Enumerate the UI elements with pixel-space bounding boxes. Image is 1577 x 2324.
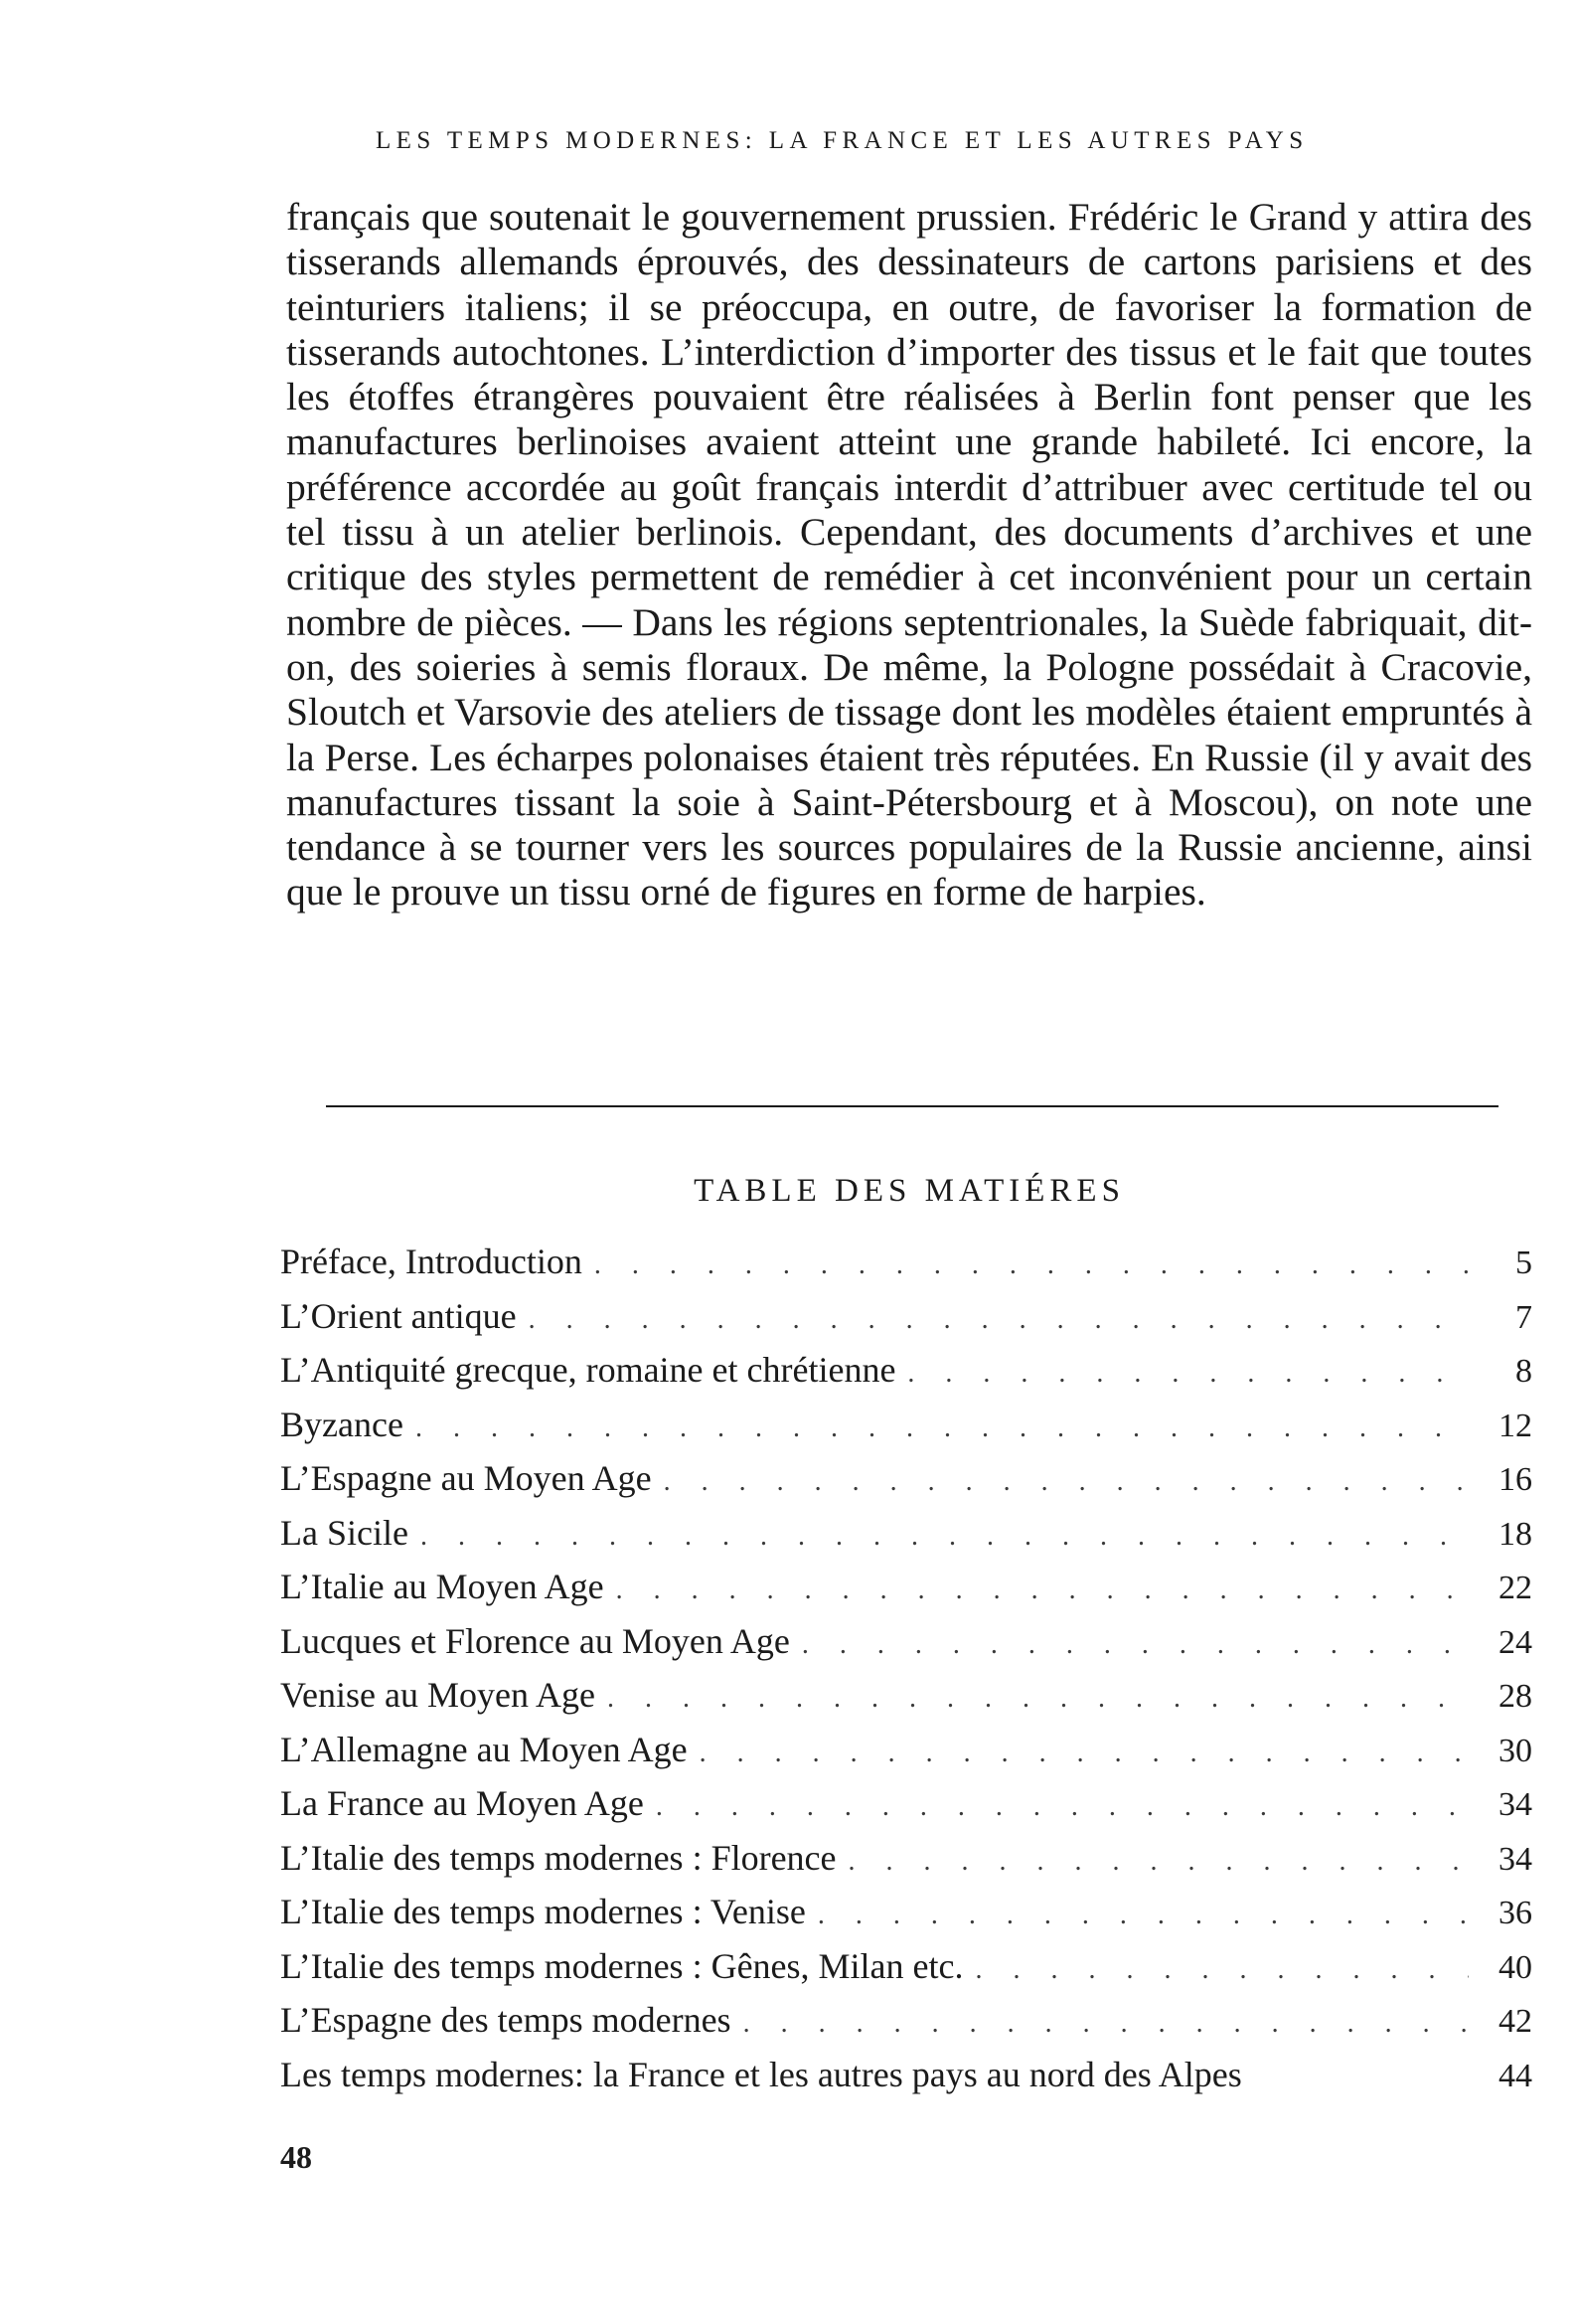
toc-leader-dots: [907, 1358, 1469, 1390]
toc-entry-page: 34: [1498, 1840, 1532, 1878]
toc-entry-label: Préface, Introduction: [280, 1242, 582, 1281]
toc-entry-page: 12: [1498, 1407, 1532, 1444]
toc-entry-label: L’Antiquité grecque, romaine et chrétienne: [280, 1350, 896, 1390]
toc-entry: [280, 1241, 1532, 1295]
toc-entry-page: 22: [1498, 1570, 1532, 1606]
toc-leader-dots: [802, 1629, 1469, 1661]
toc-entry-page: 7: [1515, 1298, 1532, 1336]
toc-entry-label: L’Italie des temps modernes : Venise: [280, 1892, 806, 1931]
toc-entry-page: 30: [1498, 1732, 1532, 1769]
toc-entry-label: La Sicile: [280, 1512, 408, 1553]
toc-entry-page: 24: [1498, 1623, 1532, 1661]
toc-entry-label: L’Italie des temps modernes : Gênes, Milan etc.: [280, 1945, 964, 1986]
toc-entry-label: Venise au Moyen Age: [280, 1675, 595, 1715]
toc-entry: [280, 1566, 1532, 1620]
toc-leader-dots: [656, 1791, 1469, 1823]
toc-entry-label: L’Orient antique: [280, 1295, 517, 1336]
toc-entry-page: 34: [1498, 1786, 1532, 1823]
toc-entry-page: 36: [1498, 1895, 1532, 1931]
section-divider: [326, 1105, 1498, 1107]
toc-entry-page: 16: [1498, 1461, 1532, 1498]
toc-entry: [280, 1512, 1532, 1567]
page-number: 48: [280, 2139, 312, 2175]
running-head: LES TEMPS MODERNES: LA FRANCE ET LES AUTRES PAYS: [376, 127, 1309, 154]
toc-entry-page: 18: [1498, 1515, 1532, 1553]
toc-entry-label: L’Italie au Moyen Age: [280, 1567, 604, 1606]
toc-leader-dots: [607, 1683, 1469, 1715]
toc-entry-label: L’Espagne au Moyen Age: [280, 1458, 652, 1498]
toc-leader-dots: [818, 1900, 1469, 1931]
toc-leader-dots: [420, 1521, 1469, 1553]
toc-entry: [280, 1782, 1532, 1837]
toc-leader-dots: [849, 1846, 1469, 1878]
toc-entry-label: Lucques et Florence au Moyen Age: [280, 1620, 790, 1661]
toc-entry: [280, 2054, 1532, 2108]
toc-entry: [280, 1620, 1532, 1675]
body-text: [286, 195, 1532, 915]
toc-title: TABLE DES MATIÉRES: [694, 1173, 1125, 1209]
toc-entry-label: L’Espagne des temps modernes: [280, 2000, 731, 2040]
toc-entry: [280, 1891, 1532, 1945]
toc-leader-dots: [616, 1575, 1469, 1606]
toc-leader-dots: [743, 2008, 1469, 2040]
toc-entry-page: 5: [1515, 1245, 1532, 1281]
toc-entry: [280, 1999, 1532, 2054]
toc-entry-label: La France au Moyen Age: [280, 1783, 644, 1823]
toc-entry-label: Byzance: [280, 1404, 403, 1444]
toc-entry: [280, 1349, 1532, 1404]
toc-entry-page: 44: [1498, 2057, 1532, 2094]
toc-entry-page: 28: [1498, 1678, 1532, 1715]
toc-entry-label: L’Italie des temps modernes : Florence: [280, 1837, 837, 1878]
toc-entry: [280, 1457, 1532, 1512]
toc-entry-label: L’Allemagne au Moyen Age: [280, 1729, 688, 1769]
toc-entry: [280, 1674, 1532, 1729]
table-of-contents: [280, 1241, 1532, 2107]
toc-leader-dots: [415, 1412, 1469, 1444]
toc-entry-page: 42: [1498, 2003, 1532, 2040]
toc-entry: [280, 1945, 1532, 2000]
toc-leader-dots: [594, 1249, 1469, 1281]
toc-entry-page: 40: [1498, 1948, 1532, 1986]
body-paragraph: français que soutenait le gouvernement prussien. Frédéric le Grand y attira des tisserands allemands éprouvés, des dessinateurs de cartons parisiens et des teinturiers italiens; il se préoccupa, en outre, de favoriser la formation de tisserands autochtones. L’interdiction d’importer des tissus et le fait que toutes les étoffes étrangères pouvaient être réalisées à Berlin font penser que les manufactures berlinoises avaient atteint une grande habileté. Ici encore, la préférence accordée au goût français interdit d’attribuer avec certitude tel ou tel tissu à un atelier berlinois. Cependant, des documents d’archives et une critique des styles permettent de remédier à cet inconvénient pour un certain nombre de pièces. — Dans les régions septentrionales, la Suède fabriquait, dit-on, des soieries à semis floraux. De même, la Pologne possédait à Cracovie, Sloutch et Varsovie des ateliers de tissage dont les modèles étaient empruntés à la Perse. Les écharpes polonaises étaient très réputées. En Russie (il y avait des manufactures tissant la soie à Saint-Pétersbourg et à Moscou), on note une tendance à se tourner vers les sources populaires de la Russie ancienne, ainsi que le prouve un tissu orné de figures en forme de harpies.: [286, 195, 1532, 914]
toc-entry: [280, 1404, 1532, 1458]
toc-entry-page: 8: [1515, 1353, 1532, 1390]
toc-leader-dots: [975, 1954, 1469, 1986]
toc-entry-label: Les temps modernes: la France et les autres pays au nord des Alpes: [280, 2054, 1242, 2094]
toc-leader-dots: [700, 1738, 1469, 1769]
toc-entry: [280, 1837, 1532, 1892]
toc-leader-dots: [529, 1304, 1469, 1336]
toc-leader-dots: [664, 1466, 1469, 1498]
toc-entry: [280, 1729, 1532, 1783]
toc-entry: [280, 1295, 1532, 1350]
